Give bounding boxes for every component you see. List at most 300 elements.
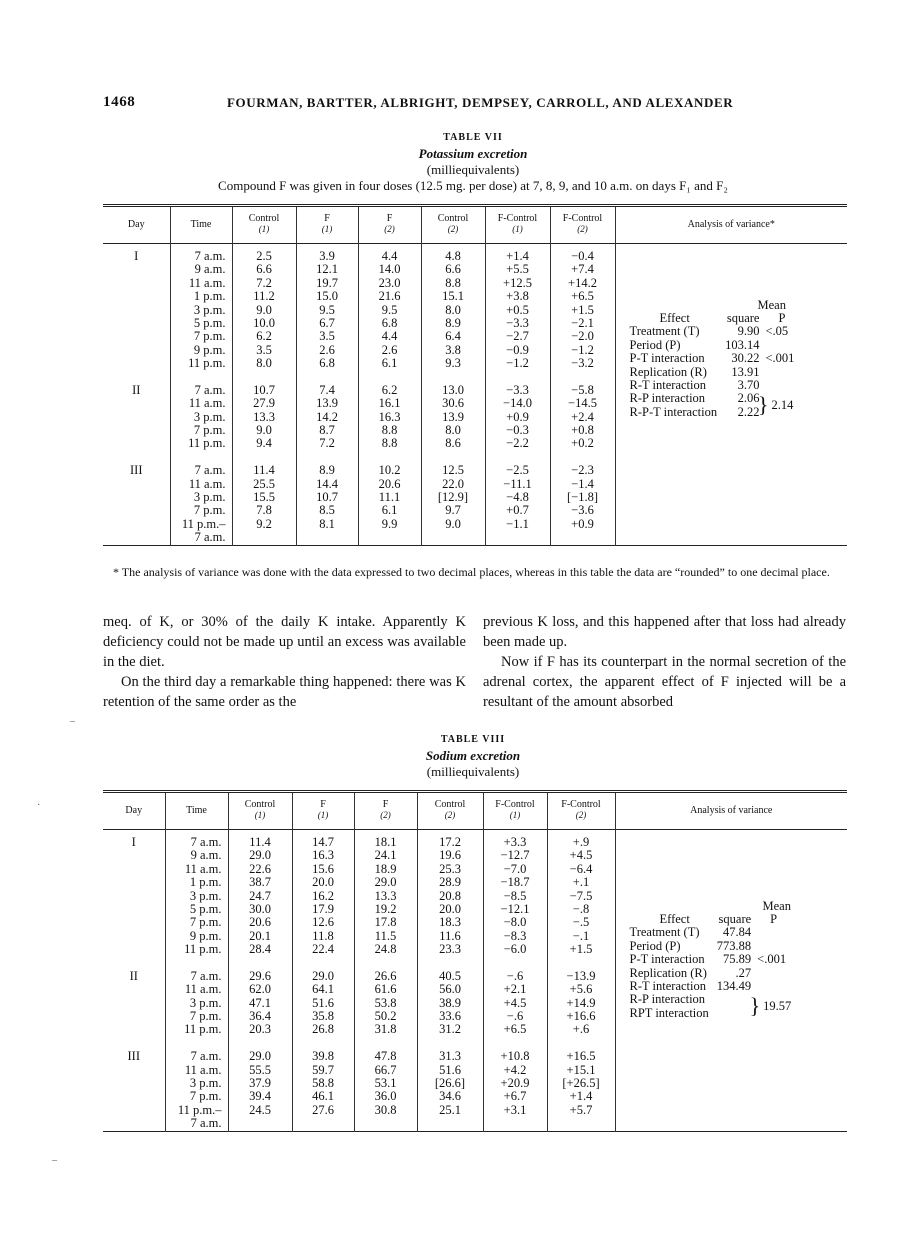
value-cell: 17.8: [374, 915, 397, 930]
value-cell: 11.2: [253, 289, 275, 304]
value-cell: 20.0: [439, 901, 461, 916]
value-cell: 10.7: [253, 382, 275, 397]
value-cell: 8.8: [445, 275, 461, 290]
value-cell: +5.7: [569, 1102, 593, 1117]
anova-row: [630, 339, 795, 352]
value-cell: +.6: [572, 1022, 590, 1037]
table7-anova: [615, 244, 847, 546]
value-cell: −18.7: [500, 875, 530, 890]
col-control-1: Control (1): [232, 206, 296, 244]
time-cell: 1 p.m.: [193, 289, 226, 304]
anova-row: [630, 366, 795, 379]
time-cell: 11 p.m.: [184, 942, 222, 957]
time-cell: 7 p.m.: [193, 503, 226, 518]
value-cell: 39.4: [249, 1089, 271, 1104]
value-cell: 59.7: [312, 1062, 334, 1077]
anova-mean-square: 47.84: [723, 925, 752, 940]
value-cell: −14.5: [568, 396, 597, 411]
value-cell: [359, 531, 421, 544]
anova-pooled-value: 2.14: [771, 398, 794, 413]
value-cell: 39.8: [312, 1049, 334, 1064]
anova-effect: Replication (R): [629, 364, 707, 379]
value-cell: 18.9: [374, 861, 397, 876]
value-cell: 11.1: [378, 490, 401, 505]
anova-mean-square: 30.22: [731, 351, 760, 366]
anova-effect: R-T interaction: [629, 979, 706, 994]
value-cell: 2.6: [319, 342, 335, 357]
time-cell: 3 p.m.: [193, 409, 226, 424]
value-cell: 55.5: [249, 1062, 271, 1077]
table8-title: Sodium excretion: [425, 748, 521, 763]
value-cell: 6.1: [381, 503, 398, 518]
value-cell: +5.5: [506, 262, 529, 277]
value-cell: 9.5: [381, 302, 398, 317]
anova-effect: P-T interaction: [629, 952, 705, 967]
value-cell: 2.6: [381, 342, 398, 357]
anova-pooled-value: 19.57: [763, 999, 792, 1014]
anova-mean-square: 3.70: [737, 378, 760, 393]
col-f-control-1: F-Control (1): [485, 206, 550, 244]
value-cell: 26.8: [312, 1022, 334, 1037]
value-cell: 11.4: [249, 835, 271, 849]
value-cell: −3.3: [506, 382, 529, 397]
value-cell: +14.9: [566, 995, 596, 1010]
brace-icon: }: [749, 993, 761, 1019]
anova-row: [630, 406, 795, 419]
value-cell: −12.1: [500, 901, 530, 916]
value-cell: 3.5: [256, 342, 272, 357]
time-cell: 7 p.m.: [193, 423, 226, 438]
value-cell: 16.1: [378, 396, 401, 411]
value-cell: 7.2: [256, 275, 272, 290]
value-cell: [484, 1117, 547, 1130]
value-cell: 8.6: [445, 436, 461, 451]
time-cell: 7 a.m.: [194, 530, 226, 545]
value-cell: 28.9: [439, 875, 461, 890]
time-cell: 11 p.m.: [188, 436, 226, 451]
col-f-control-2: F-Control (2): [550, 206, 615, 244]
table8-header-row: [103, 792, 847, 830]
value-cell: 8.5: [319, 503, 335, 518]
time-cell: 3 p.m.: [189, 1076, 222, 1091]
table8-anova: [615, 830, 847, 1132]
table7: [103, 204, 847, 546]
value-cell: 12.1: [316, 262, 338, 277]
value-cell: 13.9: [316, 396, 338, 411]
value-cell: −14.0: [503, 396, 532, 411]
value-cell: 36.4: [249, 1009, 271, 1024]
value-cell: 22.0: [442, 476, 464, 491]
value-cell: 13.3: [374, 888, 397, 903]
value-cell: −3.6: [571, 503, 594, 518]
value-cell: 29.6: [249, 968, 271, 983]
value-cell: 10.7: [316, 490, 338, 505]
value-cell: 8.1: [319, 516, 335, 531]
value-cell: −7.0: [503, 861, 527, 876]
value-cell: 25.1: [439, 1102, 461, 1117]
value-cell: 29.0: [374, 875, 397, 890]
day-label: II: [129, 968, 138, 983]
value-cell: −8.0: [503, 915, 527, 930]
value-cell: 24.1: [374, 848, 397, 863]
value-cell: 27.9: [253, 396, 275, 411]
table7-label: TABLE VII: [443, 132, 503, 143]
value-cell: −1.2: [571, 342, 594, 357]
value-cell: 12.5: [442, 463, 464, 478]
table7-title: Potassium excretion: [418, 146, 528, 161]
col-control-1: Control (1): [228, 792, 292, 830]
table7-unit: (milliequivalents): [426, 162, 520, 177]
value-cell: [+26.5]: [562, 1076, 600, 1091]
value-cell: −.6: [506, 1009, 524, 1024]
value-cell: 11.8: [312, 928, 334, 943]
anova-effect: R-P interaction: [629, 992, 706, 1007]
anova-p-header: P: [770, 912, 778, 926]
time-cell: 7 a.m.: [190, 1116, 222, 1131]
col-control-2: Control (2): [417, 792, 483, 830]
anova-row: [630, 993, 787, 1006]
anova-mean-square: 134.49: [716, 979, 752, 994]
anova-mean-square: 75.89: [723, 952, 752, 967]
table7-caption: [103, 130, 843, 194]
time-cell: 7 a.m.: [194, 382, 226, 397]
value-cell: 2.5: [256, 249, 272, 263]
day-label: I: [131, 835, 136, 849]
table7-header-row: [103, 206, 847, 244]
value-cell: −6.4: [569, 861, 593, 876]
value-cell: 14.2: [316, 409, 338, 424]
value-cell: +2.1: [503, 982, 527, 997]
value-cell: 9.2: [256, 516, 272, 531]
value-cell: 28.4: [249, 942, 271, 957]
value-cell: −6.0: [503, 942, 527, 957]
value-cell: +12.5: [503, 275, 532, 290]
time-cell: 7 p.m.: [189, 1089, 222, 1104]
time-cell: 7 a.m.: [194, 249, 226, 263]
value-cell: +1.5: [569, 942, 593, 957]
value-cell: [12.9]: [437, 490, 469, 505]
brace-icon: }: [757, 392, 769, 418]
table8: [103, 790, 847, 1132]
value-cell: −1.1: [506, 516, 529, 531]
value-cell: 13.0: [442, 382, 464, 397]
value-cell: +16.5: [566, 1049, 596, 1064]
value-cell: 15.0: [316, 289, 338, 304]
anova-p: [751, 926, 786, 939]
table8-unit: (milliequivalents): [426, 764, 520, 779]
anova-header-row: [630, 312, 795, 325]
time-cell: 7 p.m.: [193, 329, 226, 344]
value-cell: 20.3: [249, 1022, 271, 1037]
value-cell: +5.6: [569, 982, 593, 997]
value-cell: +14.2: [568, 275, 597, 290]
value-cell: −2.2: [506, 436, 529, 451]
anova-mean-square: 2.22: [737, 404, 760, 419]
value-cell: 6.6: [445, 262, 461, 277]
value-cell: 31.2: [439, 1022, 461, 1037]
anova-p: [751, 940, 786, 953]
anova-mean-square: [709, 993, 761, 1019]
value-cell: 16.3: [312, 848, 334, 863]
value-cell: 3.9: [319, 249, 335, 263]
value-cell: 6.1: [381, 356, 398, 371]
value-cell: 6.4: [445, 329, 461, 344]
value-cell: 7.8: [256, 503, 272, 518]
anova-effect: R-P interaction: [629, 391, 706, 406]
value-cell: +1.5: [571, 302, 594, 317]
time-cell: 7 a.m.: [190, 835, 222, 849]
col-day: Day: [125, 804, 143, 816]
col-f-control-2: F-Control (2): [547, 792, 615, 830]
value-cell: +16.6: [566, 1009, 596, 1024]
value-cell: +4.5: [569, 848, 593, 863]
time-cell: 11 a.m.: [188, 396, 226, 411]
anova-effect-header: Effect: [659, 912, 690, 926]
value-cell: 8.9: [319, 463, 335, 478]
value-cell: 20.0: [312, 875, 334, 890]
anova-mean-square: 9.90: [737, 324, 760, 339]
value-cell: −2.7: [506, 329, 529, 344]
anova-row: [630, 953, 787, 966]
anova-mean-label: Mean: [762, 899, 791, 913]
value-cell: 25.3: [439, 861, 461, 876]
value-cell: −3.2: [571, 356, 594, 371]
value-cell: −7.5: [569, 888, 593, 903]
time-cell: 7 a.m.: [194, 463, 226, 478]
value-cell: 8.0: [445, 302, 461, 317]
value-cell: 7.2: [319, 436, 335, 451]
anova-effect: Replication (R): [629, 965, 707, 980]
value-cell: 9.0: [256, 302, 272, 317]
anova-row: [630, 392, 795, 405]
col-time: Time: [170, 206, 232, 244]
paragraph: Now if F has its counterpart in the normal secretion of the adrenal cortex, the apparent effect of F injected will be a resultant of the amount absorbed: [483, 654, 846, 710]
value-cell: 29.0: [312, 968, 334, 983]
anova-effect: Period (P): [629, 938, 681, 953]
anova-row: [630, 980, 787, 993]
value-cell: 6.8: [381, 315, 398, 330]
time-cell: 3 p.m.: [189, 995, 222, 1010]
anova-row: [630, 325, 795, 338]
value-cell: 22.6: [249, 861, 271, 876]
value-cell: 20.8: [439, 888, 461, 903]
value-cell: −2.1: [571, 315, 594, 330]
col-f-control-1: F-Control (1): [483, 792, 547, 830]
value-cell: 34.6: [439, 1089, 461, 1104]
col-control-2: Control (2): [421, 206, 485, 244]
value-cell: +1.4: [506, 249, 529, 263]
value-cell: 8.7: [319, 423, 335, 438]
table8-caption: [103, 732, 843, 780]
value-cell: 21.6: [378, 289, 401, 304]
anova-p: [751, 980, 786, 993]
value-cell: +4.2: [503, 1062, 527, 1077]
value-cell: 7.4: [319, 382, 335, 397]
value-cell: −2.3: [571, 463, 594, 478]
value-cell: 33.6: [439, 1009, 461, 1024]
value-cell: 36.0: [374, 1089, 397, 1104]
value-cell: +6.5: [503, 1022, 527, 1037]
value-cell: 14.0: [378, 262, 401, 277]
value-cell: 10.0: [253, 315, 275, 330]
value-cell: +0.8: [571, 423, 594, 438]
time-cell: 3 p.m.: [189, 888, 222, 903]
col-analysis: Analysis of variance: [615, 792, 847, 830]
table8-label: TABLE VIII: [440, 734, 506, 745]
value-cell: 8.8: [381, 436, 398, 451]
value-cell: +.9: [572, 835, 590, 849]
value-cell: 46.1: [312, 1089, 334, 1104]
time-cell: 9 p.m.: [189, 928, 222, 943]
time-cell: 7 a.m.: [190, 968, 222, 983]
value-cell: 4.8: [445, 249, 461, 263]
value-cell: 8.0: [256, 356, 272, 371]
value-cell: −.6: [506, 968, 524, 983]
value-cell: +0.5: [506, 302, 529, 317]
body-text-left: [103, 612, 466, 712]
time-cell: 5 p.m.: [189, 901, 222, 916]
time-cell: 11 a.m.: [184, 861, 222, 876]
day-label: II: [132, 382, 141, 397]
value-cell: 29.0: [249, 848, 271, 863]
anova-p: [759, 366, 794, 379]
value-cell: [229, 1117, 292, 1130]
value-cell: −1.2: [506, 356, 529, 371]
value-cell: 38.9: [439, 995, 461, 1010]
value-cell: 31.3: [439, 1049, 461, 1064]
time-cell: 9 p.m.: [193, 342, 226, 357]
value-cell: −0.3: [506, 423, 529, 438]
value-cell: [293, 1117, 354, 1130]
value-cell: −4.8: [506, 490, 529, 505]
anova-effect: Treatment (T): [629, 925, 700, 940]
value-cell: −2.0: [571, 329, 594, 344]
anova-effect: Treatment (T): [629, 324, 700, 339]
time-cell: 11 p.m.: [184, 1022, 222, 1037]
value-cell: −.8: [572, 901, 590, 916]
value-cell: 20.6: [249, 915, 271, 930]
value-cell: +0.9: [571, 516, 594, 531]
value-cell: −3.3: [506, 315, 529, 330]
anova-row: [630, 940, 787, 953]
time-cell: 3 p.m.: [193, 302, 226, 317]
value-cell: 16.3: [378, 409, 401, 424]
value-cell: 13.9: [442, 409, 464, 424]
value-cell: [297, 531, 358, 544]
anova-mean-square: 13.91: [731, 364, 760, 379]
anova-row: [630, 379, 795, 392]
anova-mean-square: .27: [735, 965, 752, 980]
value-cell: 17.2: [439, 835, 461, 849]
value-cell: 35.8: [312, 1009, 334, 1024]
time-cell: 11 p.m.–: [177, 1102, 222, 1117]
value-cell: 9.7: [445, 503, 461, 518]
value-cell: −0.4: [571, 249, 594, 263]
value-cell: +1.4: [569, 1089, 593, 1104]
anova-row: [630, 352, 795, 365]
value-cell: +.1: [572, 875, 590, 890]
value-cell: 9.5: [319, 302, 335, 317]
anova-effect: P-T interaction: [629, 351, 705, 366]
value-cell: 56.0: [439, 982, 461, 997]
value-cell: 64.1: [312, 982, 334, 997]
value-cell: −1.4: [571, 476, 594, 491]
anova-p: <.001: [765, 351, 795, 366]
value-cell: [551, 531, 615, 544]
value-cell: 8.0: [445, 423, 461, 438]
value-cell: −5.8: [571, 382, 594, 397]
value-cell: +4.5: [503, 995, 527, 1010]
table7-footnote: * The analysis of variance was done with the data expressed to two decimal places, whereas in this table the data are “rounded” to one decimal place.: [113, 565, 830, 579]
value-cell: 47.1: [249, 995, 271, 1010]
anova-p: [759, 392, 794, 413]
time-cell: 11 a.m.: [184, 1062, 222, 1077]
value-cell: 51.6: [439, 1062, 461, 1077]
value-cell: +0.7: [506, 503, 529, 518]
value-cell: +20.9: [500, 1076, 530, 1091]
anova-row: [630, 926, 787, 939]
value-cell: 29.0: [249, 1049, 271, 1064]
value-cell: 10.2: [378, 463, 401, 478]
anova-mean-square: 773.88: [716, 938, 752, 953]
value-cell: −8.3: [503, 928, 527, 943]
value-cell: 18.3: [439, 915, 461, 930]
paragraph: meq. of K, or 30% of the daily K intake. Apparently K deficiency could not be made up until an excess was available in the diet.: [103, 614, 466, 670]
value-cell: 15.5: [253, 490, 275, 505]
value-cell: 37.9: [249, 1076, 271, 1091]
value-cell: [355, 1117, 417, 1130]
day-label: I: [134, 249, 139, 263]
value-cell: 9.0: [445, 516, 461, 531]
anova-p: [751, 967, 786, 980]
anova-p-header: P: [778, 311, 786, 325]
anova-mean-label: Mean: [757, 298, 786, 312]
value-cell: +6.7: [503, 1089, 527, 1104]
value-cell: 14.7: [312, 835, 334, 849]
value-cell: 24.8: [374, 942, 397, 957]
day-label: III: [127, 1049, 140, 1064]
value-cell: −8.5: [503, 888, 527, 903]
value-cell: 30.6: [442, 396, 464, 411]
anova-square-header: square: [718, 912, 752, 926]
value-cell: 14.4: [316, 476, 338, 491]
value-cell: 24.7: [249, 888, 271, 903]
value-cell: 66.7: [374, 1062, 397, 1077]
value-cell: 22.4: [312, 942, 334, 957]
value-cell: 61.6: [374, 982, 397, 997]
value-cell: +7.4: [571, 262, 594, 277]
time-cell: 11 p.m.: [188, 356, 226, 371]
value-cell: 12.6: [312, 915, 334, 930]
value-cell: +15.1: [566, 1062, 596, 1077]
anova-effect: RPT interaction: [629, 1005, 709, 1020]
anova-header-row: [630, 913, 787, 926]
value-cell: 23.0: [378, 275, 401, 290]
value-cell: 4.4: [381, 249, 398, 263]
anova-mean-square: [709, 1007, 751, 1020]
value-cell: +6.5: [571, 289, 594, 304]
value-cell: +3.3: [503, 835, 527, 849]
value-cell: 27.6: [312, 1102, 334, 1117]
value-cell: 6.8: [319, 356, 335, 371]
time-cell: 7 a.m.: [190, 1049, 222, 1064]
value-cell: −2.5: [506, 463, 529, 478]
value-cell: 15.6: [312, 861, 334, 876]
paragraph: previous K loss, and this happened after that loss had already been made up.: [483, 614, 846, 650]
value-cell: 8.9: [445, 315, 461, 330]
value-cell: +2.4: [571, 409, 594, 424]
value-cell: −.5: [572, 915, 590, 930]
